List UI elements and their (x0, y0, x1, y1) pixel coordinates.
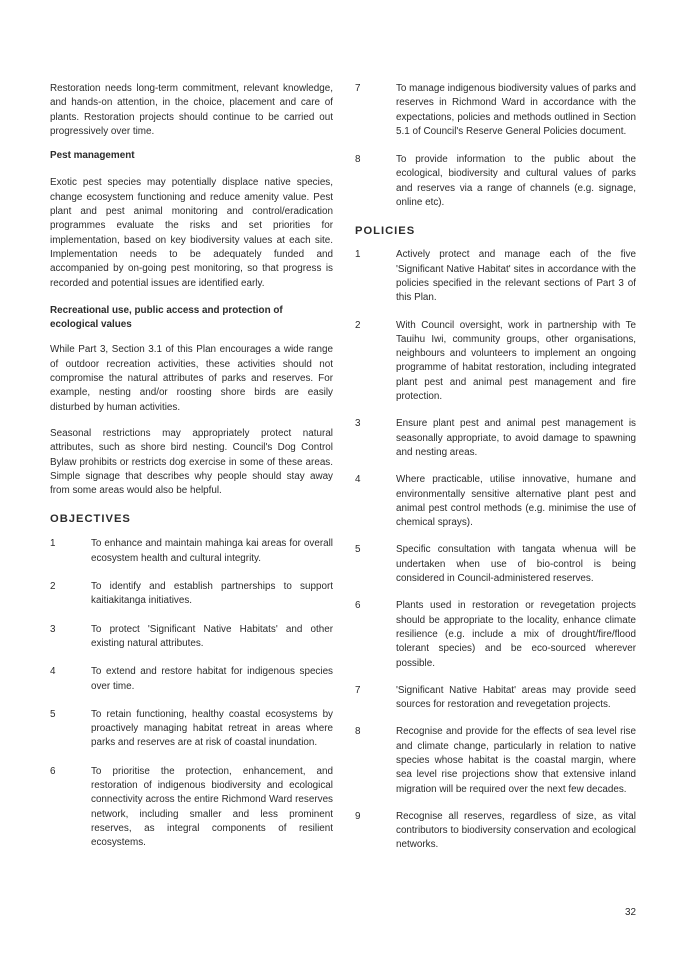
objective-text: To manage indigenous biodiversity values of parks and reserves in Richmond Ward in accordance with the expectations, policies and methods outlined in Section 5.1 of Council's Reserve General Policies document. (396, 83, 636, 137)
objective-text: To provide information to the public about the ecological, biodiversity and cultural values of parks and reserves via a range of channels (e.g. signage, online etc). (396, 154, 636, 209)
policy-text: Actively protect and manage each of the five 'Significant Native Habitat' sites in accordance with the policies specified in the relevant sections of Part 3 of this Plan. (396, 249, 636, 304)
policies-list (355, 248, 636, 852)
objective-item (50, 665, 333, 694)
policy-text: Recognise all reserves, regardless of size, as vital contributors to biodiversity conservation and ecological networks. (396, 810, 636, 851)
objectives-list (50, 537, 333, 850)
objective-number: 8 (355, 154, 361, 166)
objective-text: To prioritise the protection, enhancement, and restoration of indigenous biodiversity and ecological connectivity across the entire Richmond Ward reserves network, including smaller and less prominent reserves, as integral components of resilient ecosystems. (91, 765, 333, 849)
objective-number: 6 (50, 765, 56, 777)
policy-text: Specific consultation with tangata whenua will be undertaken when use of bio-control is being considered in Council-administered reserves. (396, 544, 636, 585)
policy-number: 7 (355, 684, 361, 696)
objective-text: To identify and establish partnerships to support kaitiakitanga initiatives. (91, 581, 333, 607)
seasonal-restrictions-paragraph: Seasonal restrictions may appropriately protect natural attributes, such as shore bird nesting. Council's Dog Control Bylaw prohibits or restricts dog exercise in some of these areas. Simple signage that describes why people should stay away from some areas would also be helpful. (50, 427, 333, 497)
recreational-use-paragraph: While Part 3, Section 3.1 of this Plan encourages a wide range of outdoor recreation activities, these activities should not compromise the natural attributes of parks and reserves. For example, nesting and/or roosting shore birds are easily disturbed by human activities. (50, 344, 333, 413)
policy-item (355, 473, 636, 530)
objective-text: To retain functioning, healthy coastal ecosystems by proactively managing habitat retreat in areas where parks and reserves are at risk of coastal inundation. (91, 708, 333, 749)
objective-number: 1 (50, 538, 56, 550)
objective-item (355, 82, 636, 139)
policy-number: 3 (355, 418, 361, 430)
policy-text: 'Significant Native Habitat' areas may provide seed sources for restoration and revegetation projects. (396, 684, 636, 711)
policy-item (355, 599, 636, 670)
objective-number: 5 (50, 708, 56, 720)
objective-item (50, 580, 333, 609)
policy-item (355, 319, 636, 405)
left-column (50, 82, 333, 850)
objective-item (50, 765, 333, 851)
right-column (355, 82, 636, 853)
policy-item (355, 810, 636, 853)
objective-item (355, 153, 636, 210)
objective-number: 7 (355, 83, 361, 94)
recreational-use-heading: Recreational use, public access and protection of ecological values (50, 304, 283, 331)
policy-item (355, 417, 636, 460)
objectives-list-continued (355, 82, 636, 210)
objective-text: To extend and restore habitat for indigenous species over time. (91, 666, 333, 692)
policy-number: 1 (355, 249, 361, 261)
policy-text: Ensure plant pest and animal pest management is seasonally appropriate, to avoid damage to spawning and nesting areas. (396, 418, 636, 458)
policy-number: 8 (355, 726, 361, 738)
policy-item (355, 543, 636, 586)
policy-number: 9 (355, 810, 361, 822)
objective-number: 3 (50, 623, 56, 635)
policies-heading: POLICIES (355, 225, 416, 238)
policy-item (355, 248, 636, 305)
policy-number: 5 (355, 544, 361, 556)
page-number: 32 (625, 907, 636, 918)
policy-text: Plants used in restoration or revegetation projects should be appropriate to the locality, enhance climate resilience (e.g. include a mix of drought/fire/flood tolerant species) and be eco-sourced wherever possible. (396, 600, 636, 669)
objective-item (50, 537, 333, 566)
policy-number: 6 (355, 600, 361, 612)
restoration-paragraph: Restoration needs long-term commitment, relevant knowledge, and hands-on attention, in the choice, placement and care of plants. Restoration projects should continue to be carried out progressively over time. (50, 83, 333, 137)
objectives-heading: OBJECTIVES (50, 513, 131, 526)
policy-number: 4 (355, 474, 361, 486)
objective-item (50, 623, 333, 652)
objective-number: 4 (50, 666, 56, 678)
pest-management-paragraph: Exotic pest species may potentially displace native species, change ecosystem functioning and reduce amenity value. Pest plant and pest animal monitoring and control/eradication programmes evaluate the risks and set priorities for implementation, based on key biodiversity values at each site. Implementation needs to be adequately funded and accompanied by on-going pest monitoring, so that progress is recorded and potential issues are identified early. (50, 177, 333, 289)
policy-item (355, 684, 636, 713)
objective-text: To enhance and maintain mahinga kai areas for overall ecosystem health and cultural integrity. (91, 538, 333, 564)
policy-item (355, 725, 636, 796)
pest-management-heading: Pest management (50, 150, 135, 162)
policy-text: Where practicable, utilise innovative, humane and environmentally sensitive alternative plant pest and animal pest control methods (e.g. minimise the use of chemical sprays). (396, 474, 636, 529)
objective-item (50, 708, 333, 751)
policy-text: With Council oversight, work in partnership with Te Tauihu Iwi, community groups, other organisations, neighbours and volunteers to implement an ongoing programme of habitat restoration, including integrated plant pest and animal pest management and fire protection. (396, 319, 636, 403)
objective-text: To protect 'Significant Native Habitats' and other existing natural attributes. (91, 623, 333, 649)
policy-text: Recognise and provide for the effects of sea level rise and climate change, particularly in relation to native species whose habitat is the coastal margin, where sea level rise projections show that extensive inland migration will be required over the next few decades. (396, 726, 636, 795)
policy-number: 2 (355, 319, 361, 331)
objective-number: 2 (50, 581, 56, 593)
